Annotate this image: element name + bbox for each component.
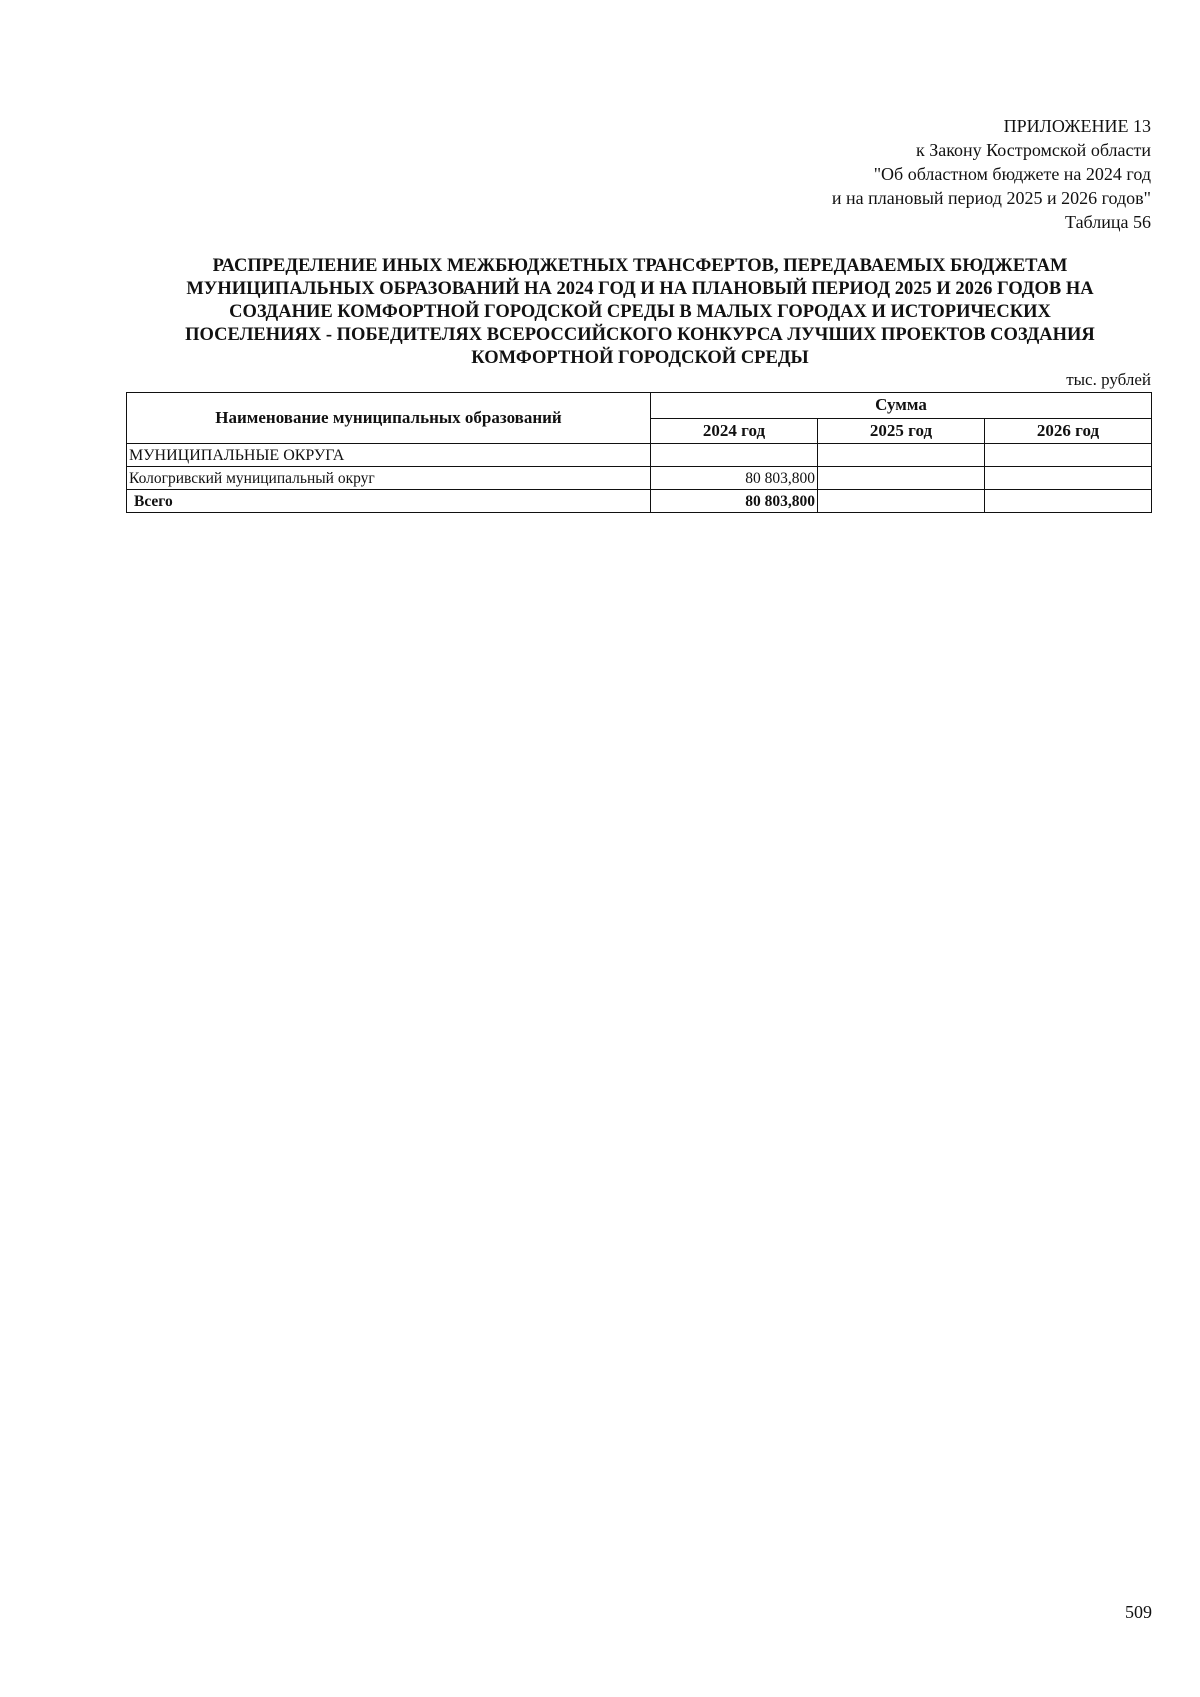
row-name: МУНИЦИПАЛЬНЫЕ ОКРУГА bbox=[127, 444, 651, 467]
row-value-2026 bbox=[985, 490, 1152, 513]
row-value-2025 bbox=[818, 467, 985, 490]
row-value-2024: 80 803,800 bbox=[651, 467, 818, 490]
title-line: ПОСЕЛЕНИЯХ - ПОБЕДИТЕЛЯХ ВСЕРОССИЙСКОГО КОНКУРСА ЛУЧШИХ ПРОЕКТОВ СОЗДАНИЯ bbox=[185, 325, 1095, 345]
header-year-2024: 2024 год bbox=[651, 418, 818, 444]
row-value-2025 bbox=[818, 490, 985, 513]
row-value-2026 bbox=[985, 444, 1152, 467]
row-value-2026 bbox=[985, 467, 1152, 490]
page-number: 509 bbox=[1125, 1602, 1152, 1622]
table-row bbox=[127, 444, 1152, 467]
header-sum: Сумма bbox=[651, 393, 1152, 419]
annex-header bbox=[832, 114, 1151, 234]
table-row bbox=[127, 467, 1152, 490]
row-value-2024 bbox=[651, 444, 818, 467]
annex-line: "Об областном бюджете на 2024 год bbox=[873, 164, 1151, 184]
annex-line: Таблица 56 bbox=[1065, 212, 1151, 232]
title-line: СОЗДАНИЕ КОМФОРТНОЙ ГОРОДСКОЙ СРЕДЫ В МАЛЫХ ГОРОДАХ И ИСТОРИЧЕСКИХ bbox=[229, 302, 1051, 322]
title-line: МУНИЦИПАЛЬНЫХ ОБРАЗОВАНИЙ НА 2024 ГОД И НА ПЛАНОВЫЙ ПЕРИОД 2025 И 2026 ГОДОВ НА bbox=[186, 279, 1094, 299]
document-title bbox=[130, 255, 1150, 370]
row-value-2025 bbox=[818, 444, 985, 467]
table-row-total bbox=[127, 490, 1152, 513]
header-year-2025: 2025 год bbox=[818, 418, 985, 444]
header-year-2026: 2026 год bbox=[985, 418, 1152, 444]
row-value-2024: 80 803,800 bbox=[651, 490, 818, 513]
title-line: РАСПРЕДЕЛЕНИЕ ИНЫХ МЕЖБЮДЖЕТНЫХ ТРАНСФЕРТОВ, ПЕРЕДАВАЕМЫХ БЮДЖЕТАМ bbox=[212, 256, 1068, 276]
row-name: Всего bbox=[127, 490, 651, 513]
header-name: Наименование муниципальных образований bbox=[127, 393, 651, 444]
row-name: Кологривский муниципальный округ bbox=[127, 467, 651, 490]
title-line: КОМФОРТНОЙ ГОРОДСКОЙ СРЕДЫ bbox=[471, 348, 809, 368]
annex-line: ПРИЛОЖЕНИЕ 13 bbox=[1003, 116, 1151, 136]
annex-line: и на плановый период 2025 и 2026 годов" bbox=[831, 188, 1151, 208]
units-label: тыс. рублей bbox=[1066, 370, 1151, 389]
distribution-table bbox=[126, 392, 1152, 513]
annex-line: к Закону Костромской области bbox=[915, 140, 1151, 160]
